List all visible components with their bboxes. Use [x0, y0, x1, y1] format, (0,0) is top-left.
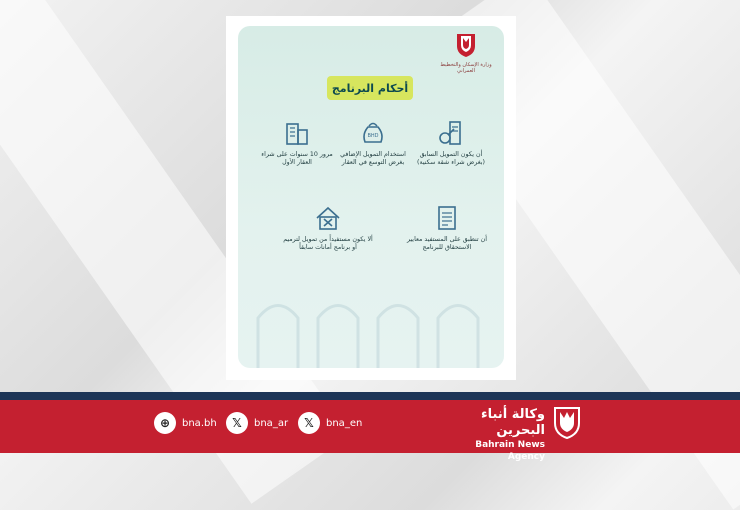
footer-top-strip — [0, 392, 740, 400]
decorative-pattern — [238, 278, 504, 368]
x-icon: 𝕏 — [226, 412, 248, 434]
money-bag-icon — [358, 118, 388, 148]
key-building-icon — [436, 118, 466, 148]
social-link[interactable] — [226, 412, 288, 434]
condition-item — [402, 203, 492, 252]
checklist-icon — [432, 203, 462, 233]
infographic-card — [238, 26, 504, 368]
house-tools-icon — [313, 203, 343, 233]
footer-bar — [0, 392, 740, 453]
condition-text: مرور 10 سنوات على شراء العقار الأول — [261, 151, 333, 166]
social-handle: bna.bh — [182, 417, 217, 429]
program-title: أحكام البرنامج — [327, 76, 413, 100]
social-handle: bna_ar — [254, 417, 289, 429]
social-link[interactable] — [154, 412, 217, 434]
condition-text: استخدام التمويل الإضافي بغرض التوسع في العقار — [340, 151, 406, 166]
condition-text: أن تنطبق على المستفيد معايير الاستحقاق للبرنامج — [406, 236, 488, 251]
ministry-logo — [440, 32, 492, 74]
condition-item — [280, 203, 376, 252]
condition-item — [334, 118, 412, 167]
agency-name — [437, 407, 545, 463]
svg-text:BHD: BHD — [367, 133, 379, 139]
agency-name-arabic: وكالة أنباء البحرين — [481, 407, 545, 438]
condition-text: ألا يكون مستفيداً من تمويل لترميم أو برنامج أمانات سابقاً — [283, 236, 373, 251]
condition-text: أن يكون التمويل السابق (بغرض شراء شقة سكنية) — [416, 151, 486, 166]
agency-name-english: Bahrain News Agency — [475, 440, 545, 462]
condition-item — [410, 118, 492, 167]
ministry-name: وزارة الإسكان والتخطيط العمراني — [440, 62, 492, 74]
globe-icon: ⊕ — [154, 412, 176, 434]
social-link[interactable] — [298, 412, 362, 434]
x-icon: 𝕏 — [298, 412, 320, 434]
bna-emblem-icon — [552, 405, 582, 439]
condition-item — [260, 118, 334, 167]
ministry-emblem-icon — [455, 32, 477, 58]
buildings-icon — [282, 118, 312, 148]
social-handle: bna_en — [326, 417, 363, 429]
